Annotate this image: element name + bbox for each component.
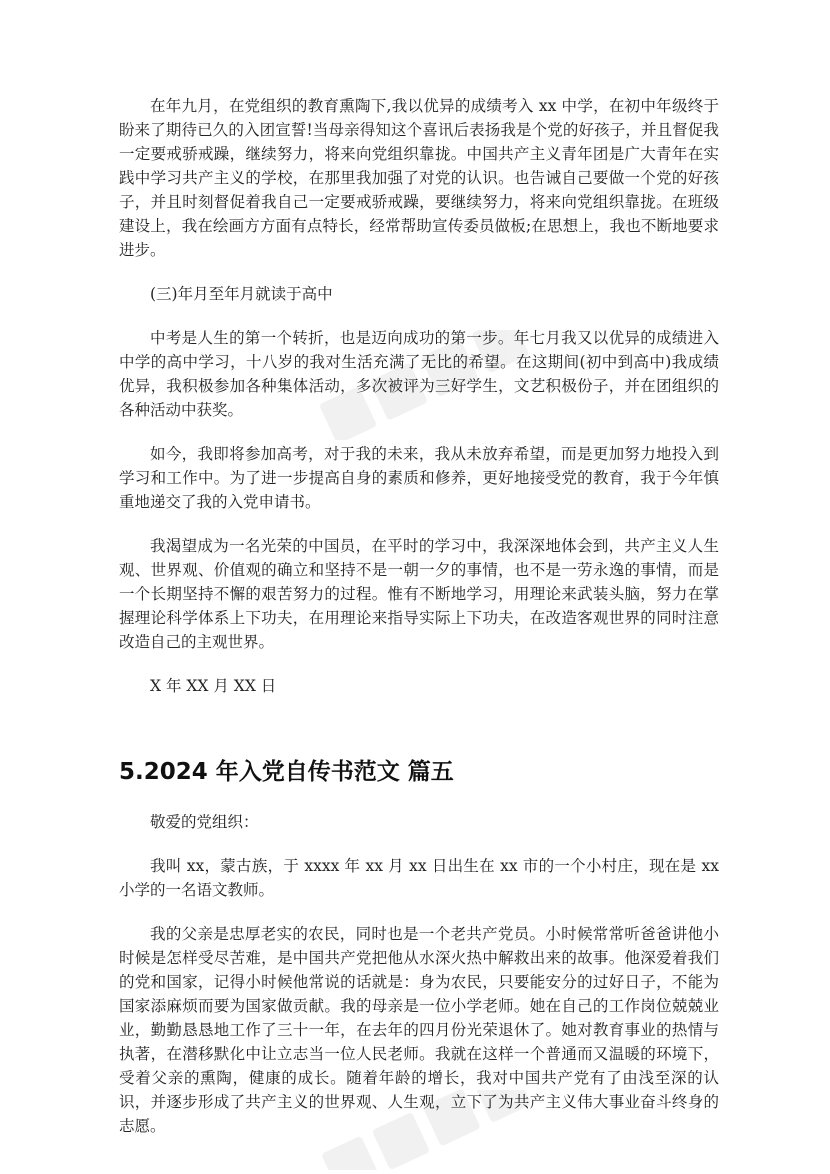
paragraph-aspiration: 我渴望成为一名光荣的中国员，在平时的学习中，我深深地体会到，共产主义人生观、世界观、价值观的确立和坚持不是一朝一夕的事情，也不是一劳永逸的事情，而是一个长期坚持不懈的艰苦努力的过程。惟有不断地学习，用理论来武装头脑，努力在掌握理论科学体系上下功夫，在用理论来指导实际上下功夫，在改造客观世界的同时注意改造自己的主观世界。: [119, 537, 719, 651]
date-line: X 年 XX 月 XX 日: [150, 677, 277, 695]
paragraph-middle-school: 在年九月，在党组织的教育熏陶下,我以优异的成绩考入 xx 中学，在初中年级终于盼来了期待已久的入团宣誓!当母亲得知这个喜讯后表扬我是个党的好孩子，并且督促我一定要戒骄戒躁，继续努力，将来向党组织靠拢。中国共产主义青年团是广大青年在实践中学习共产主义的学校，在那里我加强了对党的认识。也告诫自己要做一个党的好孩子，并且时刻督促着我自己一定要戒骄戒躁，要继续努力，将来向党组织靠拢。在班级建设上，我在绘画方方面有点特长，经常帮助宣传委员做板;在思想上，我也不断地要求进步。: [119, 97, 719, 259]
paragraph-high-school: 中考是人生的第一个转折，也是迈向成功的第一步。年七月我又以优异的成绩进入中学的高中学习，十八岁的我对生活充满了无比的希望。在这期间(初中到高中)我成绩优异，我积极参加各种集体活动，多次被评为三好学生，文艺积极份子，并在团组织的各种活动中获奖。: [119, 329, 719, 419]
paragraph-family: 我的父亲是忠厚老实的农民，同时也是一个老共产党员。小时候常常听爸爸讲他小时候是怎样受尽苦难，是中国共产党把他从水深火热中解救出来的故事。他深爱着我们的党和国家，记得小时候他常说的话就是：身为农民，只要能安分的过好日子，不能为国家添麻烦而要为国家做贡献。我的母亲是一位小学老师。她在自己的工作岗位兢兢业业，勤勤恳恳地工作了三十一年，在去年的四月份光荣退休了。她对教育事业的热情与执著，在潜移默化中让立志当一位人民老师。我就在这样一个普通而又温暖的环境下，受着父亲的熏陶，健康的成长。随着年龄的增长，我对中国共产党有了由浅至深的认识，并逐步形成了共产主义的世界观、人生观，立下了为共产主义伟大事业奋斗终身的志愿。: [119, 925, 719, 1135]
section-title: 5.2024 年入党自传书范文 篇五: [119, 759, 454, 785]
salutation: 敬爱的党组织：: [150, 813, 259, 831]
subheading-high-school: (三)年月至年月就读于高中: [150, 285, 333, 303]
paragraph-application: 如今，我即将参加高考，对于我的未来，我从未放弃希望，而是更加努力地投入到学习和工作中。为了进一步提高自身的素质和修养，更好地接受党的教育，我于今年慎重地递交了我的入党申请书。: [119, 445, 719, 511]
paragraph-introduction: 我叫 xx，蒙古族，于 xxxx 年 xx 月 xx 日出生在 xx 市的一个小村庄，现在是 xx 小学的一名语文教师。: [119, 857, 719, 899]
document-page: [119, 94, 719, 1158]
